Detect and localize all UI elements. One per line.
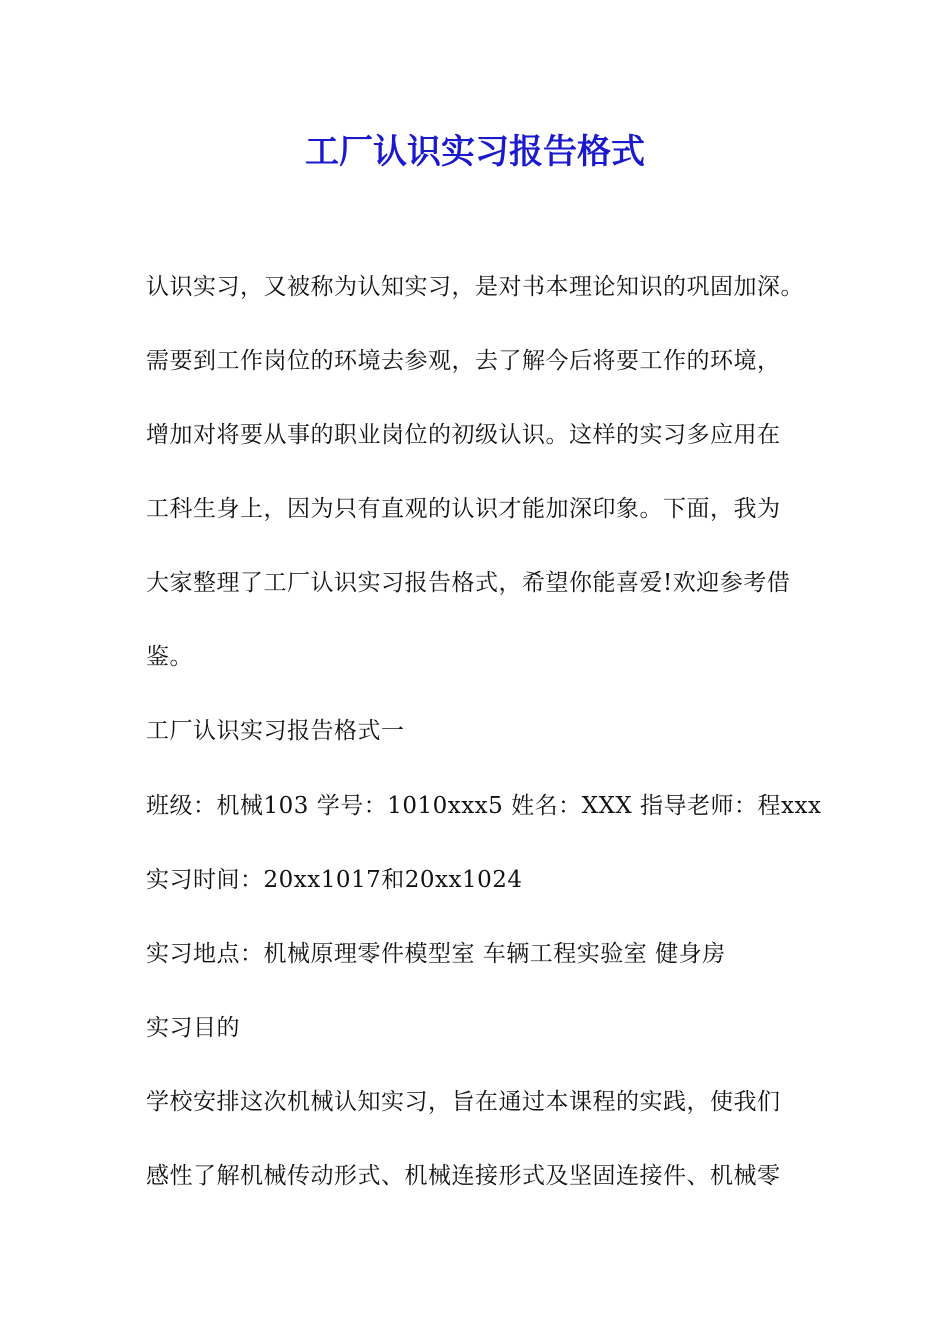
body-line-13: 感性了解机械传动形式、机械连接形式及坚固连接件、机械零 xyxy=(146,1163,781,1189)
internship-location-line: 实习地点：机械原理零件模型室 车辆工程实验室 健身房 xyxy=(146,941,726,967)
body-line-4: 工科生身上，因为只有直观的认识才能加深印象。下面，我为 xyxy=(146,496,781,522)
section-heading-1: 工厂认识实习报告格式一 xyxy=(146,718,405,744)
body-line-5: 大家整理了工厂认识实习报告格式，希望你能喜爱!欢迎参考借 xyxy=(146,570,791,596)
body-line-12: 学校安排这次机械认知实习，旨在通过本课程的实践，使我们 xyxy=(146,1089,781,1115)
class-info-line: 班级：机械103 学号：1010xxx5 姓名：XXX 指导老师：程xxx xyxy=(146,793,822,819)
document-title: 工厂认识实习报告格式 xyxy=(305,132,645,172)
internship-time-line: 实习时间：20xx1017和20xx1024 xyxy=(146,867,523,893)
body-line-3: 增加对将要从事的职业岗位的初级认识。这样的实习多应用在 xyxy=(146,422,781,448)
internship-purpose-heading: 实习目的 xyxy=(146,1015,240,1041)
body-line-1: 认识实习，又被称为认知实习，是对书本理论知识的巩固加深。 xyxy=(146,274,804,300)
body-line-2: 需要到工作岗位的环境去参观，去了解今后将要工作的环境， xyxy=(146,348,781,374)
body-line-6: 鉴。 xyxy=(146,644,193,670)
